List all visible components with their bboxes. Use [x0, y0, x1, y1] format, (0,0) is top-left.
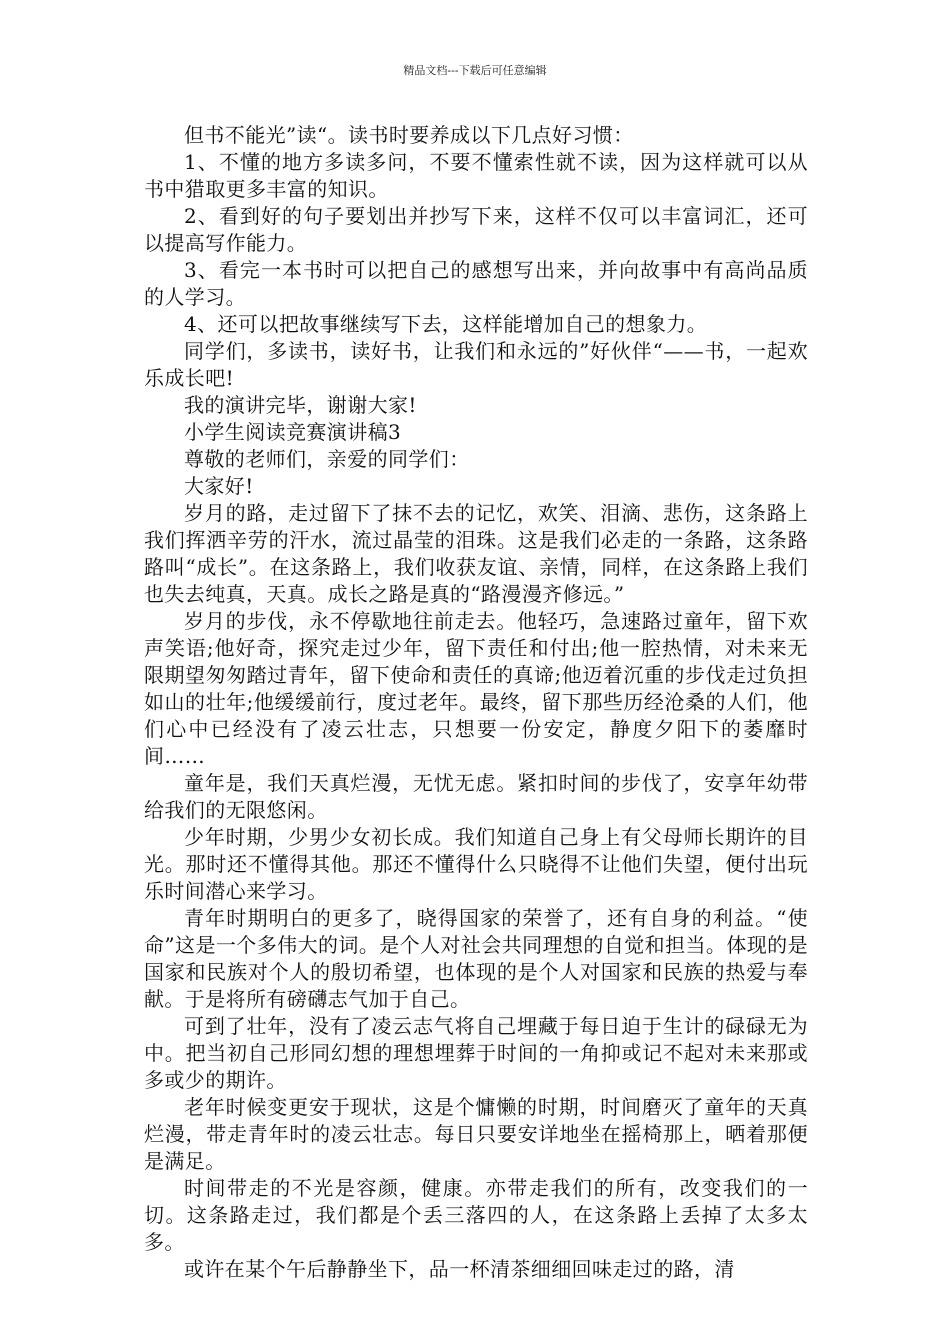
paragraph: 我的演讲完毕，谢谢大家!: [184, 393, 417, 417]
paragraph: 童年是，我们天真烂漫，无忧无虑。紧扣时间的步伐了，安享年幼带给我们的无限悠闲。: [144, 771, 808, 822]
paragraph: 1、不懂的地方多读多问，不要不懂索性就不读，因为这样就可以从书中猎取更多丰富的知识。: [144, 150, 808, 201]
greeting: 大家好!: [184, 474, 254, 498]
paragraph: 同学们，多读书，读好书，让我们和永远的”好伙伴“——书，一起欢乐成长吧!: [144, 339, 808, 390]
paragraph: 2、看到好的句子要划出并抄写下来，这样不仅可以丰富词汇，还可以提高写作能力。: [144, 204, 808, 255]
paragraph: 但书不能光”读“。读书时要养成以下几点好习惯：: [184, 123, 634, 147]
paragraph: 老年时候变更安于现状，这是个慵懒的时期，时间磨灭了童年的天真烂漫，带走青年时的凌云壮志。每日只要安详地坐在摇椅那上，晒着那便是满足。: [144, 1095, 808, 1173]
paragraph: 岁月的路，走过留下了抹不去的记忆，欢笑、泪滴、悲伤，这条路上我们挥洒辛劳的汗水，流过晶莹的泪珠。这是我们必走的一条路，这条路路叫“成长”。在这条路上，我们收获友谊、亲情，同样，在这条路上我们也失去纯真，天真。成长之路是真的“路漫漫齐修远。”: [144, 501, 808, 606]
paragraph: 3、看完一本书时可以把自己的感想写出来，并向故事中有高尚品质的人学习。: [144, 258, 808, 309]
paragraph: 或许在某个午后静静坐下，品一杯清茶细细回味走过的路，清: [184, 1257, 735, 1281]
document-body: [144, 122, 808, 1283]
paragraph: 可到了壮年，没有了凌云志气将自己埋藏于每日迫于生计的碌碌无为中。把当初自己形同幻想的理想埋葬于时间的一角抑或记不起对未来那或多或少的期许。: [144, 1014, 808, 1092]
paragraph: 岁月的步伐，永不停歇地往前走去。他轻巧，急速路过童年，留下欢声笑语;他好奇，探究走过少年，留下责任和付出;他一腔热情，对未来无限期望匆匆踏过青年，留下使命和责任的真谛;他迈着沉重的步伐走过负担如山的壮年;他缓缓前行，度过老年。最终，留下那些历经沧桑的人们，他们心中已经没有了凌云壮志，只想要一份安定，静度夕阳下的萎靡时间……: [144, 609, 808, 768]
paragraph: 4、还可以把故事继续写下去，这样能增加自己的想象力。: [184, 312, 708, 336]
salutation: 尊敬的老师们，亲爱的同学们：: [184, 447, 470, 471]
page-header: 精品文档---下载后可任意编辑: [403, 64, 547, 77]
paragraph: 少年时期，少男少女初长成。我们知道自己身上有父母师长期许的目光。那时还不懂得其他。那还不懂得什么只晓得不让他们失望，便付出玩乐时间潜心来学习。: [144, 825, 808, 903]
paragraph: 青年时期明白的更多了，晓得国家的荣誉了，还有自身的利益。“使命”这是一个多伟大的词。是个人对社会共同理想的自觉和担当。体现的是国家和民族对个人的殷切希望，也体现的是个人对国家和民族的热爱与奉献。于是将所有磅礴志气加于自己。: [144, 906, 808, 1011]
paragraph: 时间带走的不光是容颜，健康。亦带走我们的所有，改变我们的一切。这条路走过，我们都是个丢三落四的人，在这条路上丢掉了太多太多。: [144, 1176, 808, 1254]
section-title: 小学生阅读竞赛演讲稿3: [184, 420, 402, 444]
